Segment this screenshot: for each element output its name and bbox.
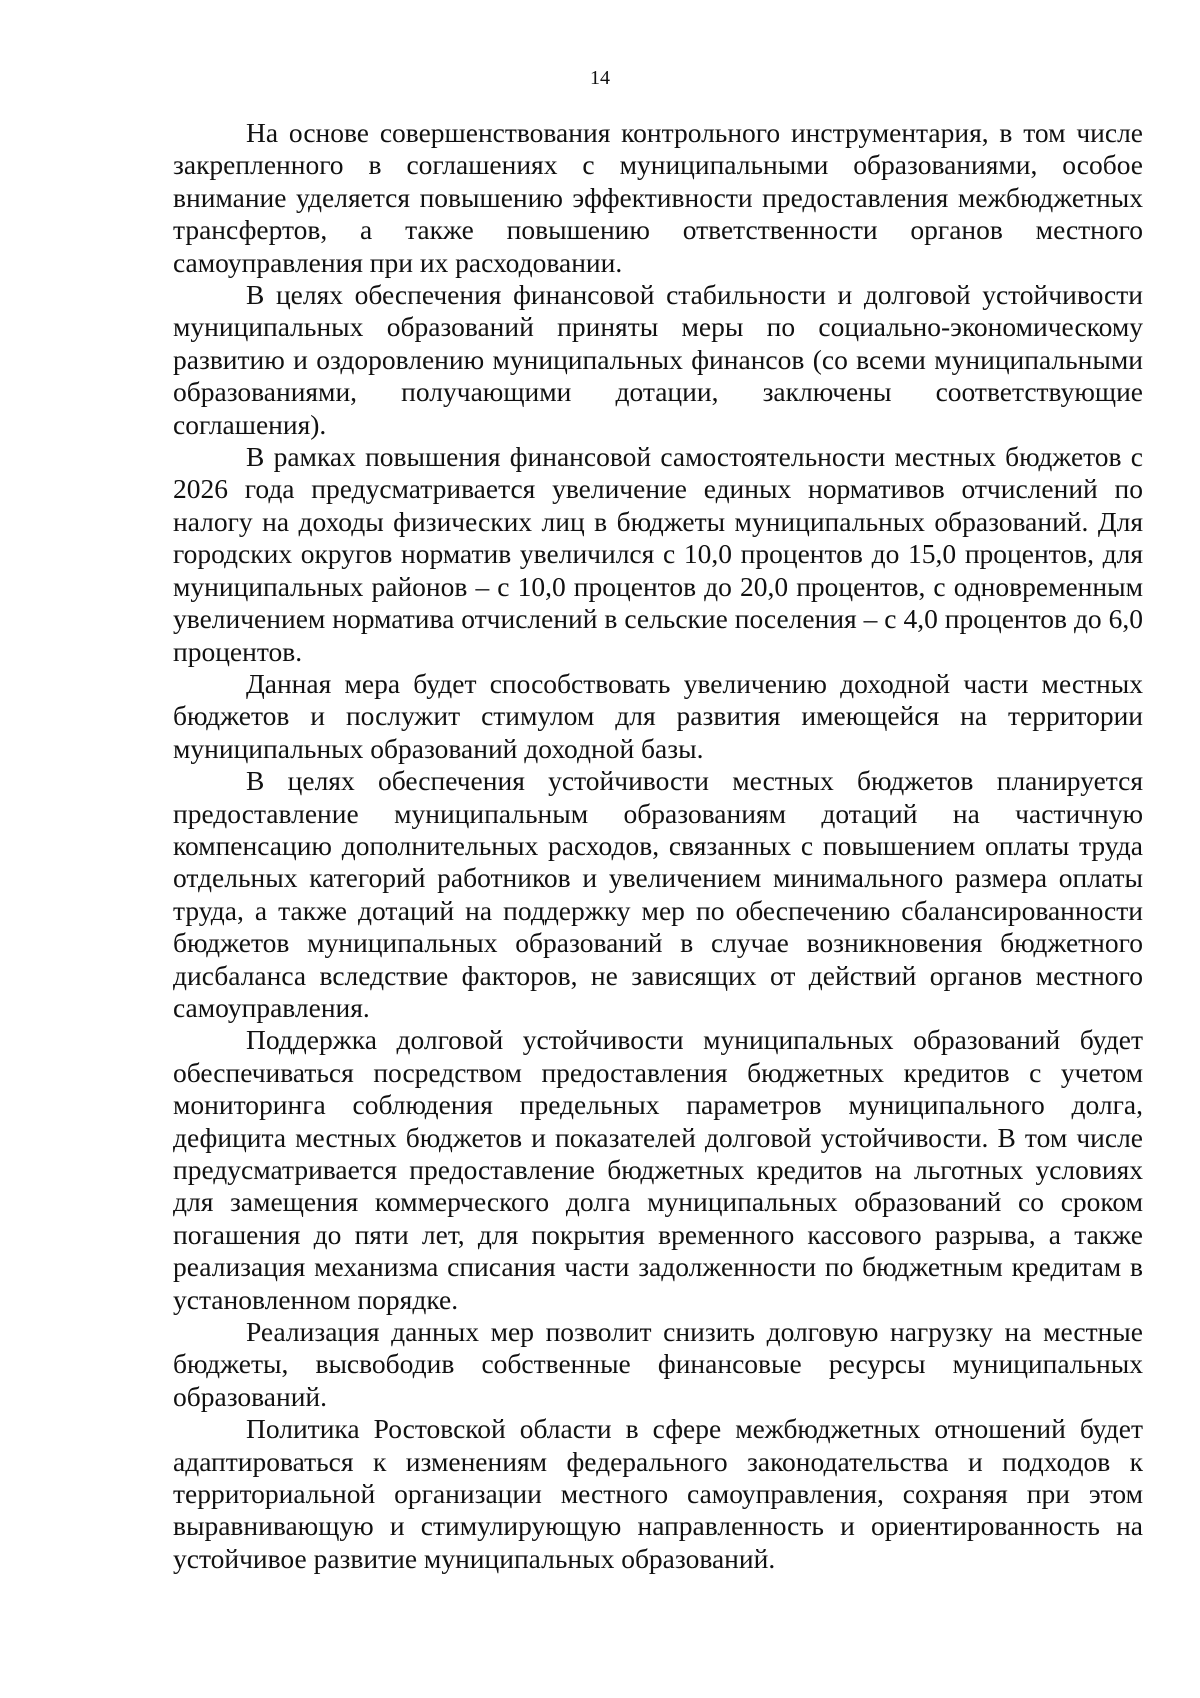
paragraph-debt-burden: Реализация данных мер позволит снизить долговую нагрузку на местные бюджеты, высвободив собственные финансовые ресурсы муниципальных образований. <box>173 1316 1143 1412</box>
paragraph-regional-policy: Политика Ростовской области в сфере межбюджетных отношений будет адаптироваться к изменениям федерального законодательства и подходов к территориальной организации местного самоуправления, сохраняя при этом выравнивающую и стимулирующую направленность и ориентированность на устойчивое развитие муниципальных образований. <box>173 1413 1143 1574</box>
paragraph-control-tools: На основе совершенствования контрольного инструментария, в том числе закрепленного в соглашениях с муниципальными образованиями, особое внимание уделяется повышению эффективности предоставления межбюджетных трансфертов, а также повышению ответственности органов местного самоуправления при их расходовании. <box>173 117 1143 278</box>
document-body <box>173 117 1143 1575</box>
paragraph-revenue-base: Данная мера будет способствовать увеличению доходной части местных бюджетов и послужит стимулом для развития имеющейся на территории муниципальных образований доходной базы. <box>173 667 1143 764</box>
page-number: 14 <box>590 67 610 89</box>
paragraph-tax-deduction-standards: В рамках повышения финансовой самостоятельности местных бюджетов с 2026 года предусматривается увеличение единых нормативов отчислений по налогу на доходы физических лиц в бюджеты муниципальных образований. Для городских округов норматив увеличился с 10,0 процентов до 15,0 процентов, для муниципальных районов – с 10,0 процентов до 20,0 процентов, с одновременным увеличением норматива отчислений в сельские поселения – с 4,0 процентов до 6,0 процентов. <box>173 441 1143 667</box>
paragraph-debt-sustainability: Поддержка долговой устойчивости муниципальных образований будет обеспечиваться посредством предоставления бюджетных кредитов с учетом мониторинга соблюдения предельных параметров муниципального долга, дефицита местных бюджетов и показателей долговой устойчивости. В том числе предусматривается предоставление бюджетных кредитов на льготных условиях для замещения коммерческого долга муниципальных образований со сроком погашения до пяти лет, для покрытия временного кассового разрыва, а также реализация механизма списания части задолженности по бюджетным кредитам в установленном порядке. <box>173 1024 1143 1315</box>
paragraph-financial-stability: В целях обеспечения финансовой стабильности и долговой устойчивости муниципальных образований приняты меры по социально-экономическому развитию и оздоровлению муниципальных финансов (со всеми муниципальными образованиями, получающими дотации, заключены соответствующие соглашения). <box>173 279 1143 440</box>
paragraph-subsidies: В целях обеспечения устойчивости местных бюджетов планируется предоставление муниципальным образованиям дотаций на частичную компенсацию дополнительных расходов, связанных с повышением оплаты труда отдельных категорий работников и увеличением минимального размера оплаты труда, а также дотаций на поддержку мер по обеспечению сбалансированности бюджетов муниципальных образований в случае возникновения бюджетного дисбаланса вследствие факторов, не зависящих от действий органов местного самоуправления. <box>173 765 1143 1023</box>
